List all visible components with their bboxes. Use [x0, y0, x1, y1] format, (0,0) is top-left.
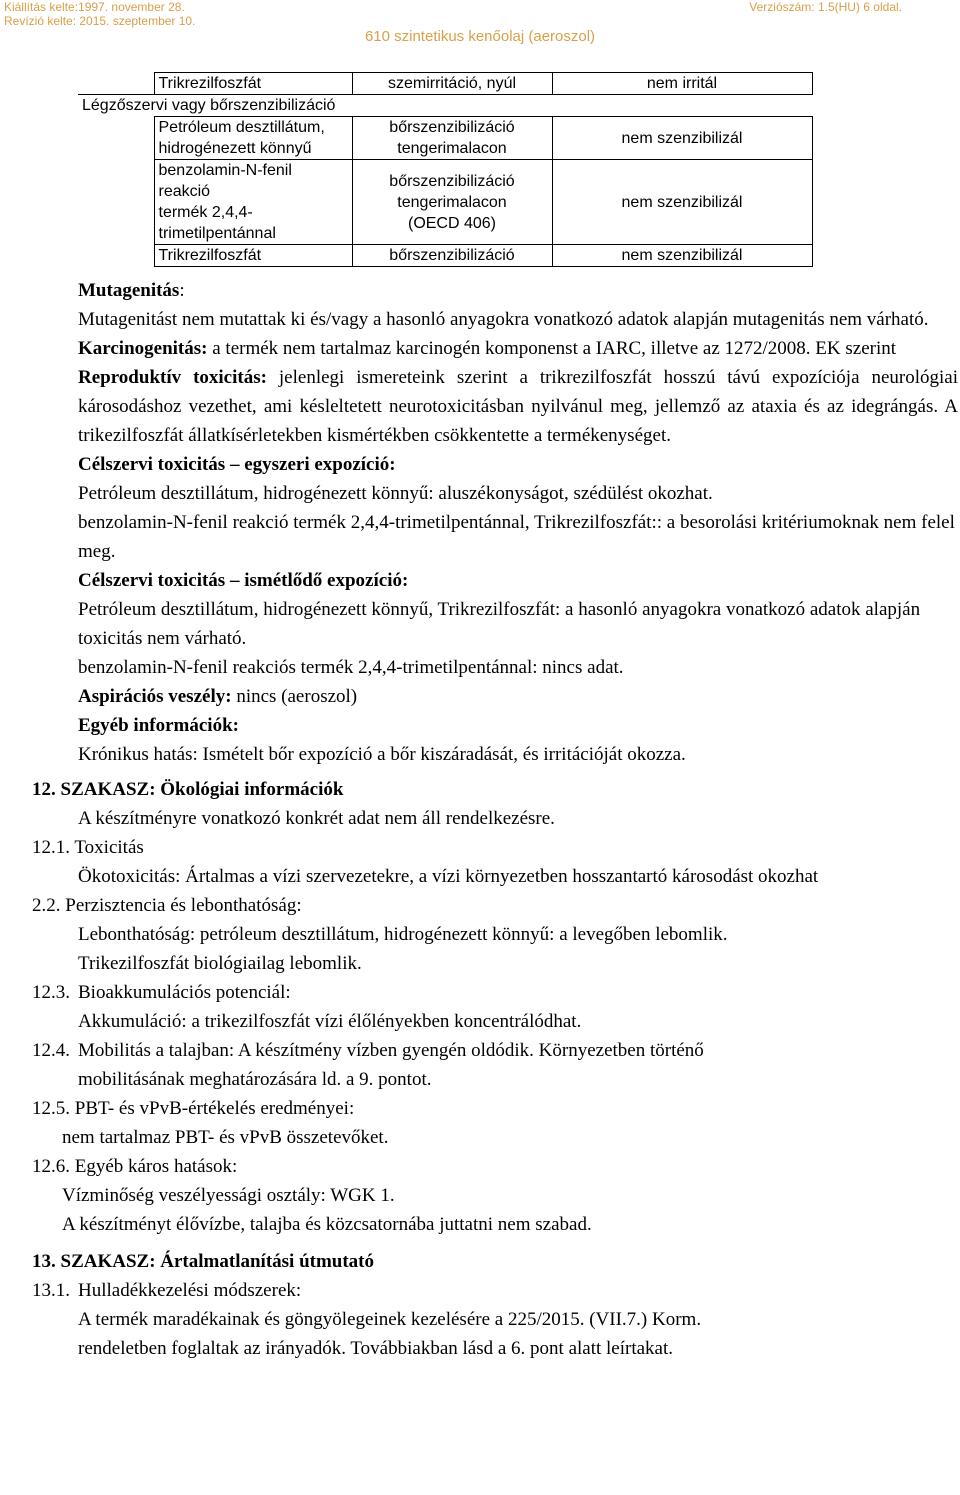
- heading-text: Mutagenitás: [78, 280, 180, 301]
- table-cell: bőrszenzibilizáció: [352, 245, 552, 267]
- stot-single-text-1: Petróleum desztillátum, hidrogénezett könnyű: aluszékonyságot, szédülést okozhat.: [78, 483, 713, 504]
- toxicology-table: [78, 72, 813, 267]
- cell-line: (OECD 406): [407, 214, 497, 232]
- section-13-1-heading: [32, 1276, 958, 1305]
- cell-line: termék 2,4,4-: [158, 204, 253, 221]
- section-12-intro: A készítményre vonatkozó konkrét adat nem áll rendelkezésre.: [78, 808, 555, 829]
- heading-text: Hulladékkezelési módszerek:: [78, 1280, 302, 1301]
- table-cell: Trikrezilfoszfát: [154, 73, 352, 95]
- table-cell: nem szenzibilizál: [552, 160, 812, 245]
- table-cell: Trikrezilfoszfát: [154, 245, 352, 267]
- paragraph-text: jelenlegi ismereteink szerint a trikrezilfoszfát hosszú távú expozíciója neurológiai károsodáshoz vezethet, ami késleltetett neurotoxicitásban nyilvánul meg, jellemző az ataxia és az idegrángás. A trikezilfoszfát állatkísérletekben kismértékben csökkentette a termékenységet.: [78, 367, 958, 446]
- section-number: 12.3.: [32, 982, 70, 1003]
- section-12-4-text: mobilitásának meghatározására ld. a 9. pontot.: [78, 1069, 432, 1090]
- section-13-1-text-1: A termék maradékainak és göngyölegeinek kezelésére a 225/2015. (VII.7.) Korm.: [78, 1309, 702, 1330]
- table-row: [78, 95, 812, 117]
- section-12-1-text: Ökotoxicitás: Ártalmas a vízi szervezetekre, a vízi környezetben hosszantartó károsodást okozhat: [78, 866, 819, 887]
- table-row: [78, 160, 812, 245]
- cell-line: bőrszenzibilizáció: [389, 172, 515, 190]
- section-12-1-heading: 12.1. Toxicitás: [32, 837, 144, 858]
- section-12-3-heading: [32, 978, 958, 1007]
- cell-line: Petróleum desztillátum,: [158, 119, 325, 136]
- table-row: [78, 245, 812, 267]
- reproductive-toxicity: [78, 363, 958, 450]
- section-12-2-heading: 2.2. Perzisztencia és lebonthatóság:: [32, 895, 302, 916]
- table-cell: [352, 117, 552, 160]
- heading-text: Célszervi toxicitás – egyszeri expozíció:: [78, 454, 396, 475]
- section-12-2-text-2: Trikezilfoszfát biológiailag lebomlik.: [78, 953, 362, 974]
- heading-text: 12. SZAKASZ: Ökológiai információk: [32, 779, 344, 800]
- table-row: [78, 73, 812, 95]
- heading-text: Aspirációs veszély:: [78, 686, 232, 707]
- paragraph-text: Mobilitás a talajban: A készítmény vízben gyengén oldódik. Környezetben történő: [78, 1040, 704, 1061]
- section-12-6-text-2: A készítményt élővízbe, talajba és közcsatornába juttatni nem szabad.: [62, 1214, 592, 1235]
- heading-text: Egyéb információk:: [78, 715, 239, 736]
- section-13-1-text-2: rendeletben foglaltak az irányadók. Továbbiakban lásd a 6. pont alatt leírtakat.: [78, 1338, 674, 1359]
- cell-line: bőrszenzibilizáció: [389, 119, 515, 136]
- cell-line: trimetilpentánnal: [158, 225, 276, 242]
- section-number: 13.1.: [32, 1280, 70, 1301]
- section-12-5-heading: 12.5. PBT- és vPvB-értékelés eredményei:: [32, 1098, 355, 1119]
- section-number: 12.4.: [32, 1040, 70, 1061]
- paragraph-text: a termék nem tartalmaz karcinogén komponenst a IARC, illetve az 1272/2008. EK szerint: [207, 338, 897, 359]
- stot-single-text-2: benzolamin-N-fenil reakció termék 2,4,4-trimetilpentánnal, Trikrezilfoszfát:: a besorolási kritériumoknak nem felel meg.: [78, 512, 955, 562]
- table-row: [78, 117, 812, 160]
- table-cell: nem szenzibilizál: [552, 117, 812, 160]
- heading-colon: :: [179, 280, 185, 301]
- aspiration-hazard: [78, 682, 958, 711]
- section-12-3-text: Akkumuláció: a trikezilfoszfát vízi élőlényekben koncentrálódhat.: [78, 1011, 582, 1032]
- heading-text: 13. SZAKASZ: Ártalmatlanítási útmutató: [32, 1251, 375, 1272]
- section-12-6-text-1: Vízminőség veszélyessági osztály: WGK 1.: [62, 1185, 395, 1206]
- section-12-heading: [32, 775, 958, 804]
- revision-date: Revízió kelte: 2015. szeptember 10.: [4, 14, 196, 28]
- table-cell: [154, 117, 352, 160]
- cell-line: benzolamin-N-fenil reakció: [158, 162, 292, 200]
- section-13-heading: [32, 1247, 958, 1276]
- cell-line: tengerimalacon: [397, 193, 507, 211]
- version-page: Verziószám: 1.5(HU) 6 oldal.: [749, 0, 902, 14]
- cell-line: hidrogénezett könnyű: [158, 140, 312, 157]
- stot-repeated-text-1: Petróleum desztillátum, hidrogénezett könnyű, Trikrezilfoszfát: a hasonló anyagokra vonatkozó adatok alapján toxicitás nem várható.: [78, 599, 921, 649]
- section-12-4: [32, 1036, 958, 1065]
- carcinogenicity: [78, 334, 958, 363]
- paragraph-text: nincs (aeroszol): [231, 686, 358, 707]
- stot-repeated-text-2: benzolamin-N-fenil reakciós termék 2,4,4-trimetilpentánnal: nincs adat.: [78, 657, 624, 678]
- table-span-label: Légzőszervi vagy bőrszenzibilizáció: [82, 97, 336, 114]
- cell-line: tengerimalacon: [397, 140, 507, 157]
- document-title: 610 szintetikus kenőolaj (aeroszol): [364, 28, 596, 45]
- mutagenicity-text: Mutagenitást nem mutattak ki és/vagy a hasonló anyagokra vonatkozó adatok alapján mutagenitás nem várható.: [78, 309, 929, 330]
- heading-text: Karcinogenitás:: [78, 338, 208, 359]
- table-cell: nem irritál: [552, 73, 812, 95]
- mutagenicity-heading: [78, 276, 958, 305]
- heading-text: Bioakkumulációs potenciál:: [78, 982, 291, 1003]
- section-12-6-heading: 12.6. Egyéb káros hatások:: [32, 1156, 238, 1177]
- table-cell: nem szenzibilizál: [552, 245, 812, 267]
- stot-repeated-heading: [78, 566, 958, 595]
- other-info-heading: [78, 711, 958, 740]
- heading-text: Célszervi toxicitás – ismétlődő expozíció:: [78, 570, 409, 591]
- section-12-2-text-1: Lebonthatóság: petróleum desztillátum, hidrogénezett könnyű: a levegőben lebomlik.: [78, 924, 728, 945]
- stot-single-heading: [78, 450, 958, 479]
- section-12-5-text: nem tartalmaz PBT- és vPvB összetevőket.: [62, 1127, 389, 1148]
- issue-date: Kiállítás kelte:1997. november 28.: [4, 0, 185, 14]
- table-cell: szemirritáció, nyúl: [352, 73, 552, 95]
- document-body: [32, 276, 958, 1363]
- table-cell: [352, 160, 552, 245]
- other-info-text: Krónikus hatás: Ismételt bőr expozíció a bőr kiszáradását, és irritációját okozza.: [78, 744, 686, 765]
- table-cell: [154, 160, 352, 245]
- heading-text: Reproduktív toxicitás:: [78, 367, 267, 388]
